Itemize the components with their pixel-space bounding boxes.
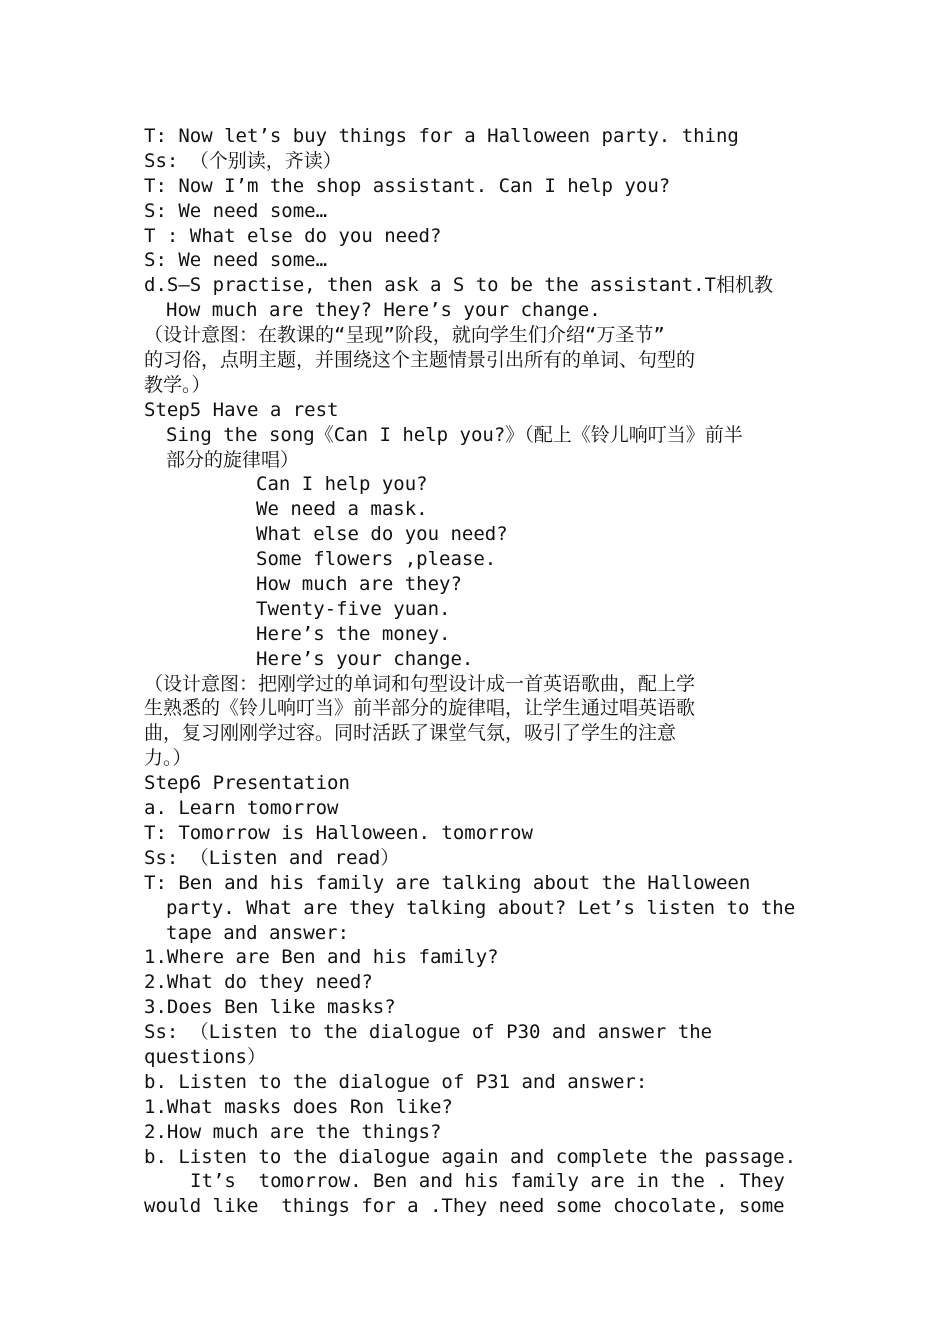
question-line: 2.How much are the things? <box>144 1120 442 1143</box>
text-line: T : What else do you need? <box>144 224 442 247</box>
text-line: T: Tomorrow is Halloween. tomorrow <box>144 821 533 844</box>
song-lyric-line: Some flowers ,please. <box>256 548 497 571</box>
text-line: How much are they? Here’s your change. <box>166 299 601 322</box>
step-heading: Step6 Presentation <box>144 772 350 795</box>
design-note-line: （设计意图：在教课的“呈现”阶段，就向学生们介绍“万圣节” <box>144 324 665 347</box>
text-line: S: We need some… <box>144 199 328 222</box>
question-line: 1.What masks does Ron like? <box>144 1095 453 1118</box>
design-note-line: 曲，复习刚刚学过容。同时活跃了课堂气氛，吸引了学生的注意 <box>144 722 677 745</box>
question-line: 1.Where are Ben and his family? <box>144 946 499 969</box>
text-line: T: Now let’s buy things for a Halloween party. thing <box>144 125 739 147</box>
text-line: a. Learn tomorrow <box>144 797 339 820</box>
design-note-line: 生熟悉的《铃儿响叮当》前半部分的旋律唱，让学生通过唱英语歌 <box>144 697 696 720</box>
text-line: Ss: （个别读，齐读） <box>144 149 342 172</box>
text-line: T: Now I’m the shop assistant. Can I help you? <box>144 174 671 197</box>
passage-line: It’s tomorrow. Ben and his family are in the . They <box>190 1170 785 1193</box>
design-note-line: （设计意图：把刚学过的单词和句型设计成一首英语歌曲，配上学 <box>144 672 696 695</box>
text-line: S: We need some… <box>144 249 328 272</box>
design-note-line: 教学。） <box>144 373 211 396</box>
design-note-line: 的习俗，点明主题，并围绕这个主题情景引出所有的单词、句型的 <box>144 349 696 372</box>
text-line: questions） <box>144 1045 266 1068</box>
song-lyric-line: How much are they? <box>256 573 462 596</box>
document-page <box>144 124 804 1219</box>
text-line: party. What are they talking about? Let’s listen to the <box>166 896 796 919</box>
song-lyric-line: We need a mask. <box>256 498 428 521</box>
song-lyric-line: What else do you need? <box>256 523 508 546</box>
text-line: tape and answer: <box>166 921 350 944</box>
text-line: Ss: （Listen to the dialogue of P30 and answer the <box>144 1021 713 1044</box>
song-lyric-line: Can I help you? <box>256 473 428 496</box>
text-line: T: Ben and his family are talking about the Halloween <box>144 871 751 894</box>
song-lyric-line: Here’s the money. <box>256 622 451 645</box>
question-line: 3.Does Ben like masks? <box>144 996 396 1019</box>
text-line: b. Listen to the dialogue of P31 and answer: <box>144 1070 648 1093</box>
text-line: d.S—S practise, then ask a S to be the assistant.T相机教 <box>144 274 773 297</box>
text-line: Sing the song《Can I help you?》（配上《铃儿响叮当》前半 <box>166 423 743 446</box>
step-heading: Step5 Have a rest <box>144 398 339 421</box>
design-note-line: 力。） <box>144 747 192 770</box>
text-line: 部分的旋律唱） <box>166 448 300 471</box>
song-lyric-line: Twenty-five yuan. <box>256 597 451 620</box>
text-line: Ss: （Listen and read） <box>144 846 400 869</box>
passage-line: would like things for a .They need some chocolate, some <box>144 1195 785 1218</box>
question-line: 2.What do they need? <box>144 971 373 994</box>
text-line: b. Listen to the dialogue again and complete the passage. <box>144 1145 797 1168</box>
song-lyric-line: Here’s your change. <box>256 647 474 670</box>
